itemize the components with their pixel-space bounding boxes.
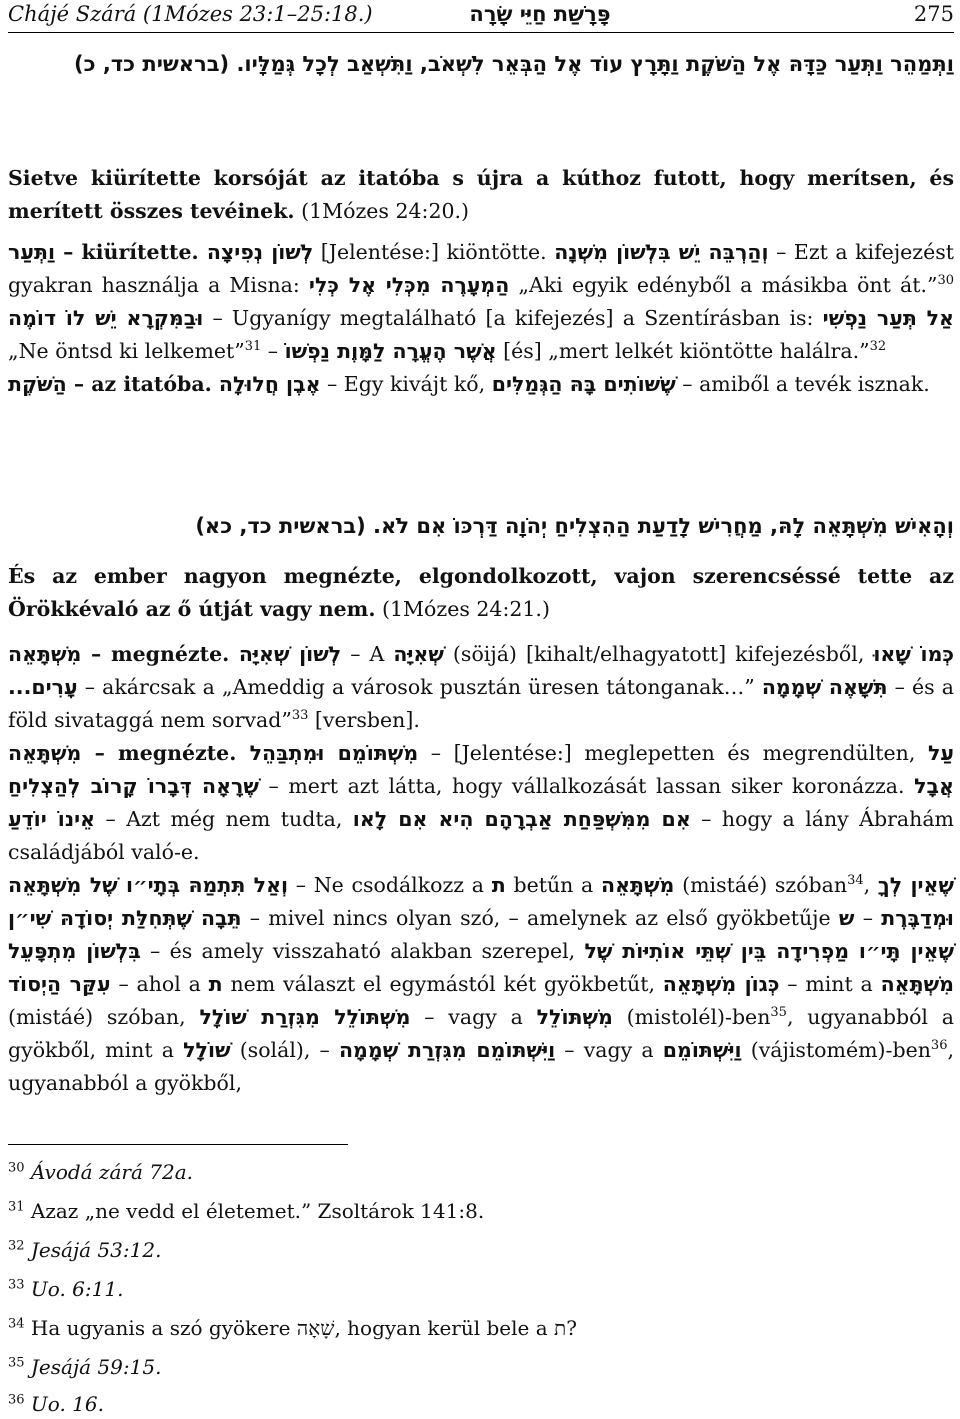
footnote-ref[interactable]: 34 [847,873,864,889]
heb-term: מִשְׁתָּאֵה [600,873,675,897]
footnote-34: $^{34}$ Ha ugyanis a szó gyökere שָׁאָה, hogyan kerül bele a ת? [8,1316,577,1340]
heb-term: שׁוֹלָל [183,1038,231,1062]
heb-term: אֲבָל אֵינוֹ יוֹדֵעַ [8,774,954,831]
heb-term: וּבַמִּקְרָא יֵשׁ לוֹ דוֹמֶה [8,306,204,330]
text: (söijá) [kihalt/elhagyatott] kifejezésből, [443,642,874,666]
heb-term: וְהַרְבֵּה יֵשׁ בִּלְשׁוֹן מִשְׁנָה [554,240,769,264]
heb-term: שֶׁשּׁוֹתִים בָּהּ הַגְּמַלִּים [491,372,676,396]
heb-letter: ת [491,873,506,897]
heb-term: לְשׁוֹן נְפִיצָה [206,240,314,264]
text: – Azt még nem tudta, [95,807,353,831]
text: – Egy kivájt kő, [320,372,492,396]
footnote-30: $^{30}$ Ávodá zárá 72a. [8,1160,193,1184]
verse-hebrew-2: וְהָאִישׁ מִשְׁתָּאֵה לָהּ, מַחֲרִישׁ לָדַעַת הַהִצְלִיחַ יְהֹוָה דַּרְכּוֹ אִם לֹא. (בראשית כד, כא) [195,514,954,538]
text: – és amely visszaható alakban szerepel, [140,939,585,963]
heb-term: הַמְעָרֶה מִכְּלִי אֶל כְּלִי [308,273,510,297]
footnote-33: $^{33}$ Uo. 6:11. [8,1277,124,1301]
footnote-ref[interactable]: 32 [869,339,887,355]
footnote-36: $^{36}$ Uo. 16. [8,1392,104,1416]
commentary-1: וַתְּעַר – kiürítette. לְשׁוֹן נְפִיצָה [Jelentése:] kiöntötte. וְהַרְבֵּה יֵשׁ בִּלְשׁוֹן מִשְׁנָה – Ezt a kifejezést gyakran használja a Misna: הַמְעָרֶה מִכְּלִי אֶל כְּלִי „Aki egyik edényből a másikba önt át.”$^{30}$ וּבַמִּקְרָא יֵשׁ לוֹ דוֹמֶה – Ugyanígy megtalálható [a kifejezés] a Szentírásban is: אַל תְּעַר נַפְשִׁי „Ne öntsd ki lelkemet”$^{31}$ – אֲשֶׁר הֶעֱרָה לַמָּוֶת נַפְשׁוֹ [és] „mert lelkét kiöntötte halálra.”$^{32}$ הַשֹּׁקֶת – az itatóba. אֶבֶן חֲלוּלָה – Egy kivájt kő, שֶׁשּׁוֹתִים בָּהּ הַגְּמַלִּים – amiből a tevék isznak. [8,240,954,396]
text: (mistáé) szóban, [8,1005,200,1029]
verse-ref: (1Mózes 24:21.) [382,597,550,621]
text: – ahol a [110,972,209,996]
text: (solál), – [230,1038,339,1062]
verse-translation-text: Sietve kiürítette korsóját az itatóba s újra a kúthoz futott, hogy merítsen, és merített összes tevéinek. [8,166,954,223]
heb-term: לְשׁוֹן שְׁאִיָּה [238,642,342,666]
footnote-31: $^{31}$ Azaz „ne vedd el életemet.” Zsoltárok 141:8. [8,1199,485,1223]
text: – vagy a [410,1005,537,1029]
heb-term: וְאַל תִּתְמַהּ בְּתָי״ו שֶׁל מִשְׁתָּאֵה [8,873,289,897]
heb-term: הַשֹּׁקֶת [8,372,67,396]
text: – Ne csodálkozz a [288,873,492,897]
heb-letter: ת [208,972,223,996]
text: , [863,873,878,897]
heb-term: שֶׁאֵין תָּי״ו מַפְרִידָה בֵּין שְׁתֵּי אוֹתִיּוֹת שֶׁל עִקַּר הַיְסוֹד [8,939,954,996]
heb-term: שֶׁאֵין לְךָ תֵּבָה שֶׁתְּחִלַּת יְסוֹדָהּ שִׁי״ן [8,873,954,930]
footnote-ref[interactable]: 31 [244,339,262,355]
heb-term: וַיִּשְׁתּוֹמֵם [662,1038,742,1062]
heb-term: מִשְׁתָּאֵה [8,642,82,666]
text: – akárcsak a „Ameddig a városok pusztán üresen tátonganak…” [77,675,762,699]
heb-term: מִשְׁתּוֹמֵם וּמִתְבַּהֵל [249,741,419,765]
text: (mistáé) szóban [674,873,848,897]
commentary-2 [8,638,954,1100]
verse-translation-1 [8,162,954,228]
gloss: – az itatóba. [66,372,219,396]
page-number: 275 [913,2,954,26]
text: – Ugyanígy megtalálható [a kifejezés] a Szentírásban is: [203,306,823,330]
gloss: – kiürítette. [55,240,207,264]
text: – Ezt a kifejezést gyakran használja a Misna: [8,240,954,297]
heb-term: תִּשָּׁאֶה שְׁמָמָה [761,675,888,699]
header-right [469,2,954,26]
heb-term: וַתְּעַר [8,240,56,264]
heb-term: וּמְדַבֶּרֶת בִּלְשׁוֹן מִתְפָּעֵל [8,906,954,963]
text: betűn a [505,873,601,897]
heb-term: כְּמוֹ שָׁאוּ עָרִים... [8,642,955,699]
heb-term: אַל תְּעַר נַפְשִׁי [822,306,954,330]
footnote-32: $^{32}$ Jesájá 53:12. [8,1238,162,1262]
text: – A [341,642,394,666]
text: – [Jelentése:] meglepetten és megrendülten, [418,741,928,765]
heb-term: שְׁאִיָּה [393,642,444,666]
header-hebrew-title: פָּרָשַׁת חַיֵּי שָׂרָה [469,2,611,26]
text: – és a föld sivataggá nem sorvad” [8,675,954,732]
footnote-divider [8,1144,348,1145]
text: – amiből a tevék isznak. [675,372,930,396]
gloss: – megnézte. [81,642,239,666]
footnote-ref[interactable]: 33 [291,708,309,724]
footnote-ref[interactable]: 35 [770,1005,787,1021]
verse-translation-text: És az ember nagyon megnézte, elgondolkozott, vajon szerencséssé tette az Örökkévaló az ő útját vagy nem. [8,564,954,621]
text: – mert azt látta, hogy vállalkozását lassan siker koronázza. [258,774,915,798]
text: , ugyanabból a gyökből, mint a [8,1005,954,1062]
heb-term: אֲשֶׁר הֶעֱרָה לַמָּוֶת נַפְשׁוֹ [284,339,497,363]
text: (mistolél)-ben [612,1005,771,1029]
heb-term: כְּגוֹן מִשְׁתָּאֵה [662,972,780,996]
heb-letter: ש [838,906,855,930]
gloss: – megnézte. [81,741,250,765]
running-header [8,2,954,33]
text: – mint a [779,972,881,996]
text: (vájistomém)-ben [741,1038,931,1062]
text: – mivel nincs olyan szó, – amelynek az első gyökbetűje [241,906,839,930]
verse-hebrew-1: וַתְּמַהֵר וַתְּעַר כַּדָּהּ אֶל הַשֹּׁקֶת וַתָּרָץ עוֹד אֶל הַבְּאֵר לִשְׁאֹב, וַתִּשְׁאַב לְכָל גְּמַלָּיו. (בראשית כד, כ) [74,52,954,76]
text: „Aki egyik edényből a másikba önt át.” [509,273,938,297]
text: – vagy a [555,1038,663,1062]
heb-term: מִשְׁתָּאֵה [880,972,954,996]
footnote-ref[interactable]: 36 [930,1038,948,1054]
heb-term: אֶבֶן חֲלוּלָה [218,372,321,396]
text: – hogy a lány Ábrahám családjából való-e. [8,807,954,864]
verse-ref: (1Mózes 24:20.) [301,199,470,223]
footnote-ref[interactable]: 30 [937,273,954,289]
text: „Ne öntsd ki lelkemet” [8,339,245,363]
header-title: Chájé Szárá (1Mózes 23:1–25:18.) [8,2,373,26]
heb-term: מִשְׁתּוֹלֵל [536,1005,613,1029]
heb-term: מִשְׁתּוֹלֵל מִגִּזְרַת שׁוֹלָל [199,1005,411,1029]
heb-term: אִם מִמִּשְׁפַּחַת אַבְרָהָם הִיא אִם לָאו [352,807,691,831]
footnote-35: $^{35}$ Jesájá 59:15. [8,1355,162,1379]
text: [és] „mert lelkét kiöntötte halálra.” [496,339,870,363]
text: [versben]. [308,708,420,732]
text: nem választ el egymástól két gyökbetűt, [222,972,663,996]
verse-translation-2 [8,560,954,626]
heb-term: וַיִּשְׁתּוֹמֵם מִגִּזְרַת שְׁמָמָה [338,1038,556,1062]
text: – [854,906,882,930]
heb-term: עַל שֶׁרָאָה דְּבָרוֹ קָרוֹב לְהַצְלִיחַ [8,741,954,798]
text: [Jelentése:] kiöntötte. [313,240,555,264]
heb-term: מִשְׁתָּאֵה [8,741,82,765]
text: , ugyanabból a gyökből, [8,1038,954,1095]
